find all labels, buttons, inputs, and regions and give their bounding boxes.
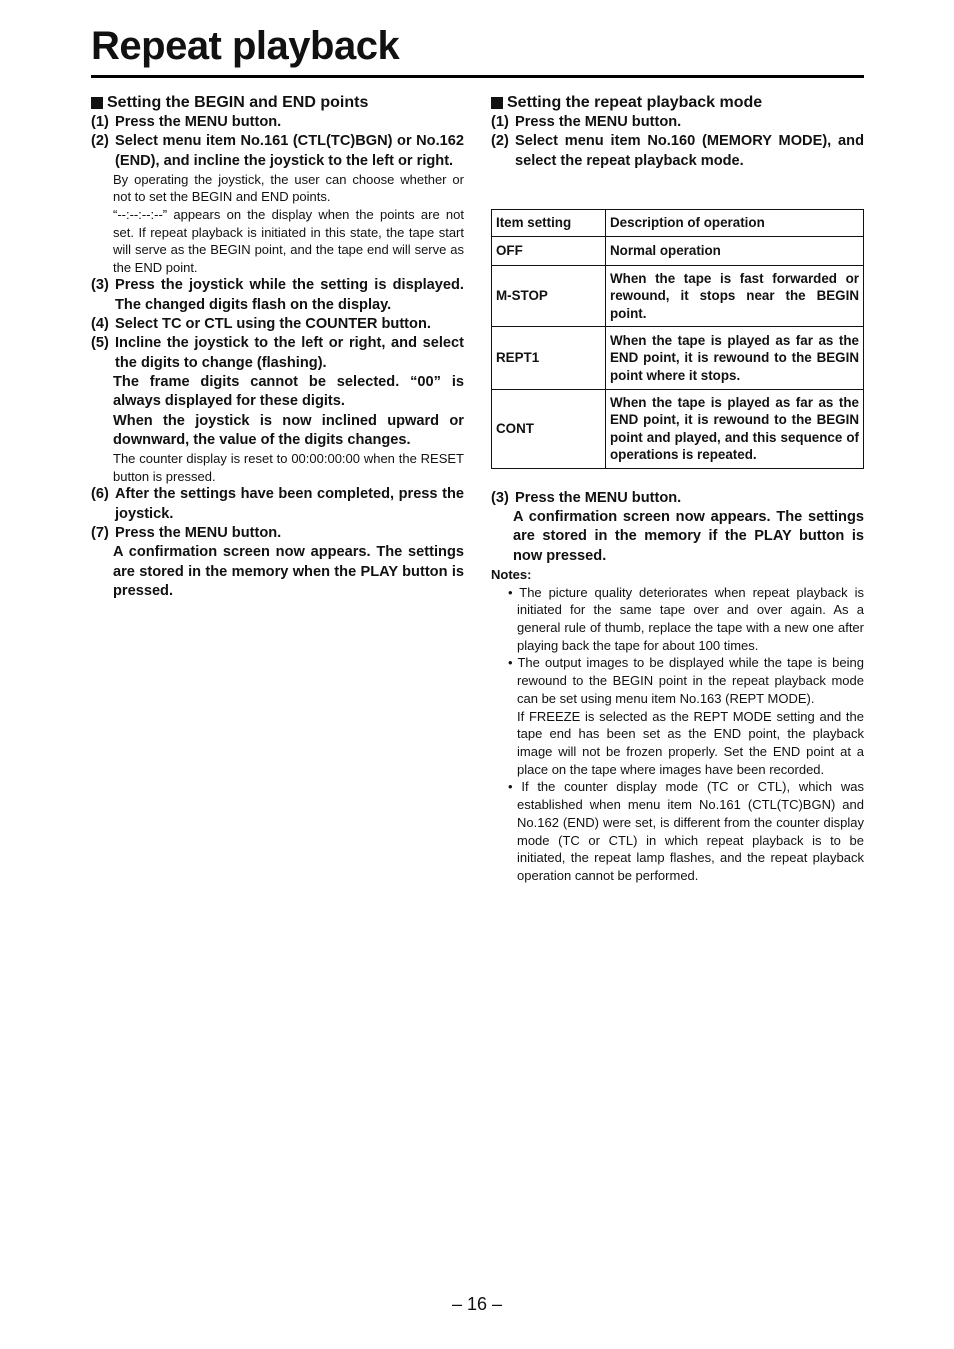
step-text: Incline the joystick to the left or right, and select the digits to change (flashing).: [115, 335, 464, 371]
step-2: [91, 132, 464, 171]
section-heading-text: Setting the repeat playback mode: [507, 94, 763, 111]
step-5-note: The counter display is reset to 00:00:00:00 when the RESET button is pressed.: [113, 451, 464, 484]
section-heading-text: Setting the BEGIN and END points: [107, 94, 369, 111]
description-cell: When the tape is fast forwarded or rewound, it stops near the BEGIN point.: [606, 265, 864, 326]
step-number: (3): [491, 489, 509, 506]
step-text: Select menu item No.161 (CTL(TC)BGN) or No.162 (END), and incline the joystick to the left or right.: [115, 133, 464, 169]
step-text: Press the joystick while the setting is displayed. The changed digits flash on the display.: [115, 277, 464, 313]
step-2: [491, 132, 864, 171]
note-text: The picture quality deteriorates when repeat playback is initiated for the same tape over and over again. As a general rule of thumb, replace the tape with a new one after playing back the tape for about 100 times.: [517, 584, 864, 653]
step-3-detail: A confirmation screen now appears. The settings are stored in the memory if the PLAY button is now pressed.: [513, 509, 864, 564]
section-heading-repeat-mode: [491, 93, 864, 113]
right-column: [491, 93, 864, 885]
column-header: Item setting: [492, 209, 606, 236]
step-number: (1): [91, 114, 109, 130]
step-number: (3): [91, 277, 109, 294]
step-4: [91, 315, 464, 334]
description-cell: Normal operation: [606, 236, 864, 265]
section-heading-begin-end: [91, 93, 464, 113]
item-cell: CONT: [492, 389, 606, 468]
step-text: Press the MENU button.: [115, 524, 282, 541]
table-row: [492, 326, 864, 389]
step-number: (1): [491, 114, 509, 130]
page-number: – 16 –: [451, 1294, 503, 1314]
note-item: • The picture quality deteriorates when repeat playback is initiated for the same tape over and over again. As a general rule of thumb, replace the tape with a new one after playing back the tape for about 100 times.: [508, 584, 864, 653]
item-cell: REPT1: [492, 326, 606, 389]
item-cell: M-STOP: [492, 265, 606, 326]
square-bullet-icon: [491, 97, 503, 109]
step-number: (2): [491, 133, 509, 150]
repeat-mode-table: [491, 209, 864, 469]
step-text: Press the MENU button.: [515, 114, 682, 130]
page-title: Repeat playback: [91, 24, 400, 68]
step-5-detail-2: When the joystick is now inclined upward or downward, the value of the digits changes.: [113, 412, 464, 448]
step-number: (4): [91, 316, 109, 333]
step-1: [491, 113, 864, 132]
table-row: [492, 389, 864, 468]
step-3: [491, 489, 864, 508]
description-cell: When the tape is played as far as the END point, it is rewound to the BEGIN point where it stops.: [606, 326, 864, 389]
step-3: [91, 276, 464, 315]
step-text: Select menu item No.160 (MEMORY MODE), and select the repeat playback mode.: [515, 133, 864, 169]
note-item: • The output images to be displayed while the tape is being rewound to the BEGIN point in the repeat playback mode can be set using menu item No.163 (REPT MODE).: [508, 655, 864, 706]
step-5: [91, 334, 464, 373]
step-number: (7): [91, 524, 109, 541]
step-text: After the settings have been completed, press the joystick.: [115, 486, 464, 522]
square-bullet-icon: [91, 97, 103, 109]
step-number: (5): [91, 335, 109, 352]
step-number: (2): [91, 133, 109, 150]
table-row: [492, 236, 864, 265]
step-number: (6): [91, 486, 109, 503]
step-text: Select TC or CTL using the COUNTER button.: [115, 316, 431, 333]
table-row: [492, 265, 864, 326]
left-column: [91, 93, 464, 601]
step-5-detail-1: The frame digits cannot be selected. “00” is always displayed for these digits.: [113, 373, 464, 410]
note-text: The output images to be displayed while the tape is being rewound to the BEGIN point in the repeat playback mode can be set using menu item No.163 (REPT MODE).: [517, 655, 864, 706]
description-cell: When the tape is played as far as the END point, it is rewound to the BEGIN point and played, and this sequence of operations is repeated.: [606, 389, 864, 468]
item-cell: OFF: [492, 236, 606, 265]
step-1: [91, 113, 464, 132]
column-header: Description of operation: [606, 209, 864, 236]
step-text: Press the MENU button.: [115, 114, 282, 130]
note-text: If the counter display mode (TC or CTL), which was established when menu item No.161 (CTL(TC)BGN) and No.162 (END) were set, is different from the counter display mode (TC or CTL) in which repeat playback is to be initiated, the repeat lamp flashes, and the repeat playback operation cannot be performed.: [517, 779, 864, 883]
table-header-row: [492, 209, 864, 236]
notes-label: Notes:: [491, 567, 532, 583]
after-table-block: [491, 489, 864, 885]
step-6: [91, 485, 464, 524]
step-7: [91, 524, 464, 543]
step-7-detail: A confirmation screen now appears. The settings are stored in the memory when the PLAY button is pressed.: [113, 544, 464, 599]
note-continuation: If FREEZE is selected as the REPT MODE setting and the tape end has been set as the END point, the playback image will not be frozen properly. Set the END point at a place on the tape where images have been recorded.: [517, 708, 864, 777]
note-item: • If the counter display mode (TC or CTL), which was established when menu item No.161 (CTL(TC)BGN) and No.162 (END) were set, is different from the counter display mode (TC or CTL) in which repeat playback is to be initiated, the repeat lamp flashes, and the repeat playback operation cannot be performed.: [508, 779, 864, 883]
title-rule: [91, 75, 864, 78]
step-2-note-1: By operating the joystick, the user can choose whether or not to set the BEGIN and END points.: [113, 171, 464, 205]
step-text: Press the MENU button.: [515, 489, 682, 506]
step-2-note-2: “--:--:--:--” appears on the display when the points are not set. If repeat playback is initiated in this state, the tape start will serve as the BEGIN point, and the tape end will serve as the END point.: [113, 207, 464, 275]
